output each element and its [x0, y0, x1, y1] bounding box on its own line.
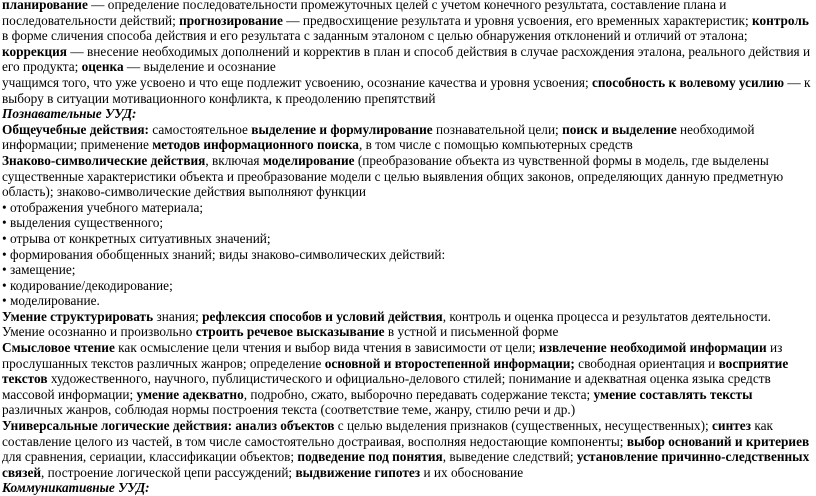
paragraph [2, 75, 814, 106]
bold-term: моделирование [262, 152, 355, 168]
paragraph [2, 324, 814, 340]
text-run: Умение осознанно и произвольно [2, 324, 196, 340]
bold-term: восприятие текстов [2, 355, 789, 387]
bold-term: основной и второстепенной информации; [324, 355, 575, 371]
paragraph [2, 278, 814, 294]
bold-term: оценка [81, 59, 124, 75]
bold-term: способность к волевому усилию [591, 74, 785, 90]
bold-term: синтез [712, 418, 752, 434]
text-run: (преобразование объекта из чувственной формы в модель, где выделены существенные характеристики объекта и преобразование модели с целью выявления общих законов, определяющих данную предметную область); знаково-символические действия выполняют функции [2, 152, 784, 200]
bold-term: Универсальные логические действия: анализ объектов [2, 418, 335, 434]
bold-term: установление причинно-следственных связей [2, 449, 810, 480]
text-run: с целью выделения признаков (существенных, несущественных); [334, 418, 713, 434]
text-run: — внесение необходимых дополнений и корректив в план и способ действия в случае расхождения эталона, реального действия и его продукта; [2, 43, 811, 75]
bold-term: умение адекватно [136, 386, 244, 402]
text-run: , включая [205, 152, 263, 168]
bold-term: поиск и выделение [562, 121, 677, 137]
bold-term: выбор оснований и критериев [626, 433, 810, 449]
text-run: познавательной цели; [432, 121, 563, 137]
paragraph [2, 309, 814, 325]
text-run: • кодирование/декодирование; [2, 277, 173, 293]
text-run: самостоятельное [148, 121, 252, 137]
bold-term: Умение структурировать [2, 308, 154, 324]
text-run: учащимся того, что уже усвоено и что еще подлежит усвоению, осознание качества и уровня усвоения; [2, 74, 592, 90]
text-run: художественного, научного, публицистического и официально-делового стилей; понимание и адекватная оценка языка средств массовой информации; [2, 371, 771, 402]
paragraph [2, 106, 814, 122]
text-run: , в том числе с помощью компьютерных средств [358, 137, 633, 153]
paragraph [2, 200, 814, 216]
text-run: — выделение и осознание [123, 59, 276, 75]
bold-term: строить речевое высказывание [195, 324, 385, 340]
text-run: , подробно, сжато, выборочно передавать содержание текста; [243, 386, 594, 402]
bold-term: планирование [2, 0, 88, 12]
text-run: — предвосхищение результата и уровня усвоения, его временных характеристик; [282, 12, 753, 28]
text-run: необходимой информации; применение [2, 121, 755, 153]
text-run: , построение логической цепи рассуждений; [41, 464, 296, 480]
bold-term: выдвижение гипотез [295, 464, 421, 480]
bold-term: контроль [752, 12, 809, 28]
text-run: — определение последовательности промежуточных целей с учетом конечного результата, составление плана и последовательности действий; [2, 0, 727, 28]
paragraph [2, 215, 814, 231]
paragraph [2, 262, 814, 278]
text-run: , выведение следствий; [442, 449, 577, 465]
bold-term: коррекция [2, 43, 68, 59]
text-run: различных жанров, соблюдая нормы построения текста (соответствие теме, жанру, стилю речи и др.) [2, 402, 576, 418]
bold-term: извлечение необходимой информации [539, 340, 767, 356]
paragraph [2, 418, 814, 480]
bold-term: Смысловое чтение [2, 340, 115, 356]
bold-term: прогнозирование [179, 12, 283, 28]
text-run: и их обоснование [420, 464, 524, 480]
paragraph [2, 293, 814, 309]
paragraph [2, 480, 814, 496]
section-heading: Коммуникативные УУД: [2, 480, 150, 496]
text-run: • замещение; [2, 262, 76, 278]
text-run: • моделирование. [2, 293, 100, 309]
text-run: знания; [153, 308, 203, 324]
text-run: как осмысление цели чтения и выбор вида чтения в зависимости от цели; [114, 340, 540, 356]
paragraph [2, 247, 814, 263]
text-run: • отрыва от конкретных ситуативных значений; [2, 230, 271, 246]
text-run: • выделения существенного; [2, 215, 164, 231]
bold-term: выделение и формулирование [251, 121, 433, 137]
text-run: , контроль и оценка процесса и результатов деятельности. [442, 308, 771, 324]
text-run: • формирования обобщенных знаний; виды знаково-символических действий: [2, 246, 446, 262]
text-run: как составление целого из частей, в том числе самостоятельно достраивая, восполняя недостающие компоненты; [2, 418, 773, 449]
bold-term: Знаково-символические действия [2, 152, 206, 168]
text-run: для сравнения, сериации, классификации объектов; [2, 449, 298, 465]
bold-term: методов информационного поиска [152, 137, 359, 153]
paragraph [2, 340, 814, 418]
text-run: — к выбору в ситуации мотивационного конфликта, к преодолению препятствий [2, 74, 811, 106]
text-run: в устной и письменной форме [384, 324, 559, 340]
paragraph [2, 153, 814, 200]
bold-term: рефлексия способов и условий действия [202, 308, 443, 324]
bold-term: умение составлять тексты [593, 386, 753, 402]
paragraph [2, 122, 814, 153]
paragraph [2, 0, 814, 75]
text-run: свободная ориентация и [574, 355, 719, 371]
text-run: в форме сличения способа действия и его результата с заданным эталоном с целью обнаружения отклонений и отличий от эталона; [2, 28, 748, 44]
paragraph [2, 231, 814, 247]
bold-term: подведение под понятия [297, 449, 443, 465]
section-heading: Познавательные УУД: [2, 106, 137, 122]
text-run: из прослушанных текстов различных жанров; определение [2, 340, 783, 371]
bold-term: Общеучебные действия: [2, 121, 149, 137]
text-run: • отображения учебного материала; [2, 199, 204, 215]
